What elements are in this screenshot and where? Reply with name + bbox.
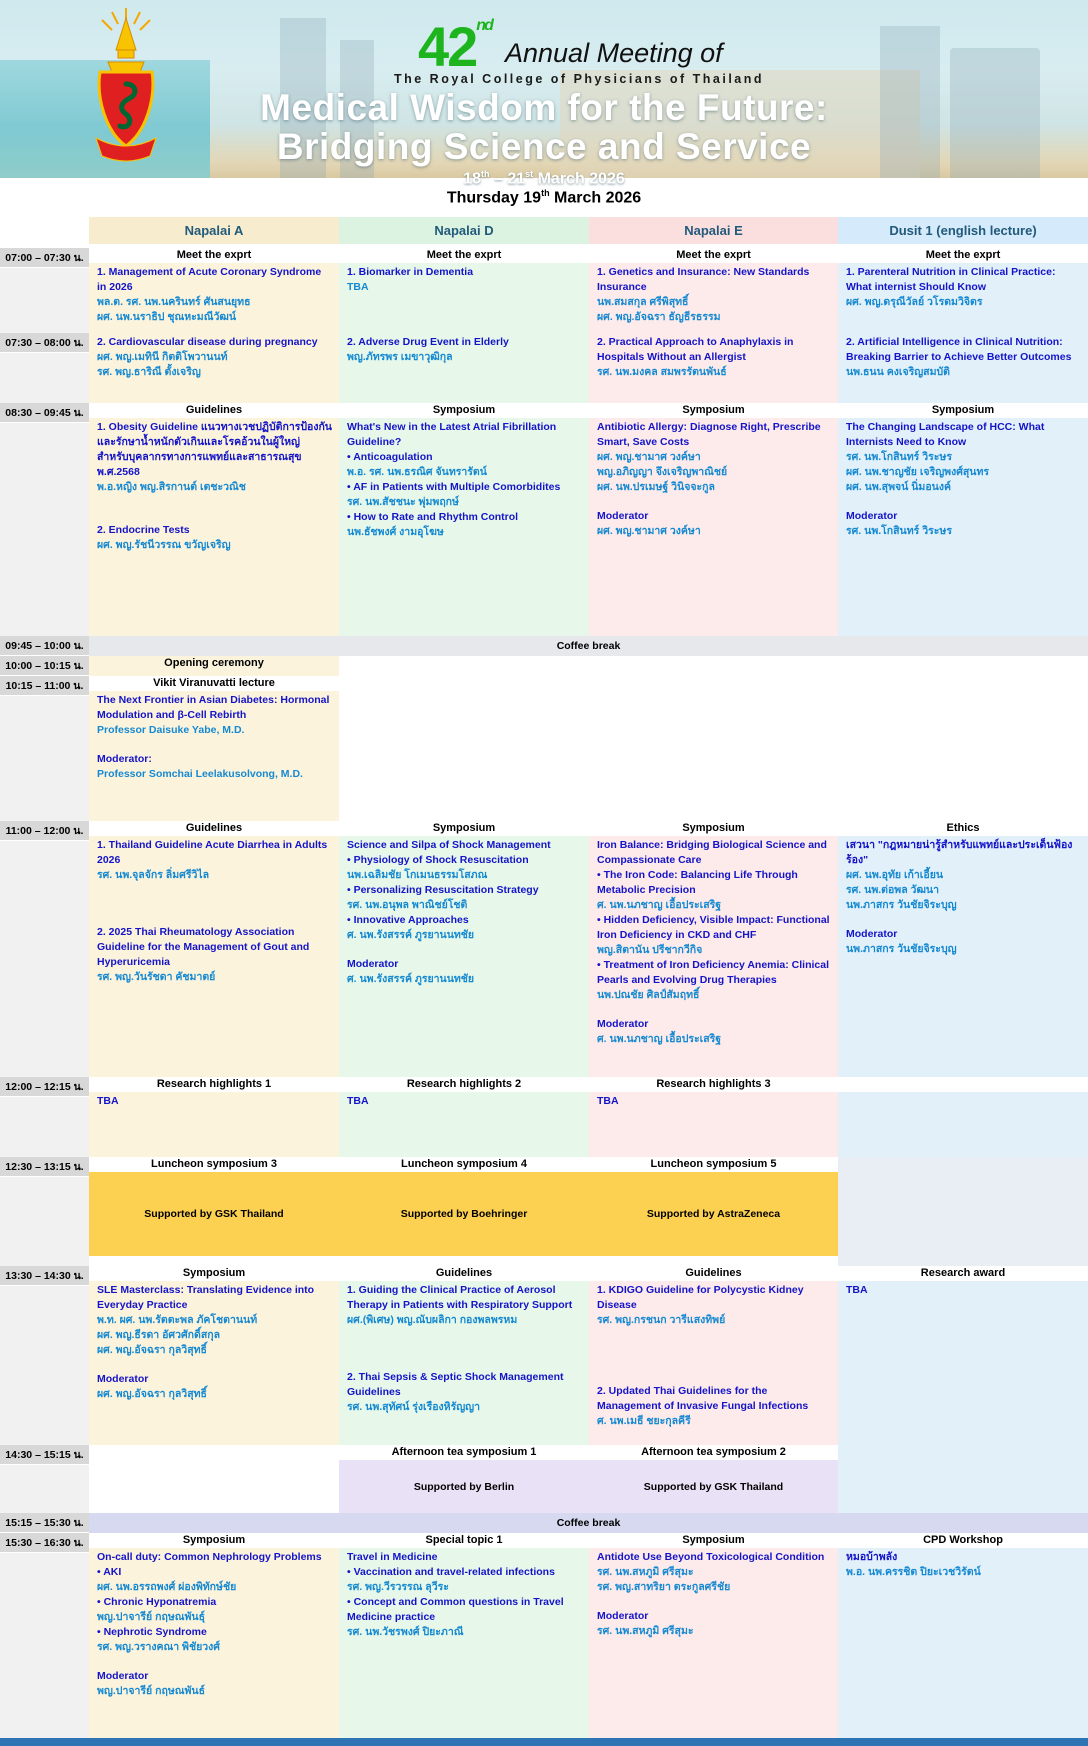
session-cell <box>89 1077 339 1157</box>
session-cell <box>89 248 339 333</box>
session-cell <box>89 1445 339 1513</box>
session-lines <box>89 1281 339 1404</box>
session-title: หมอบ้าพลัง <box>846 1551 898 1564</box>
session-lines <box>589 418 838 541</box>
speaker-name: ผศ. พญ.ชามาศ วงค์ษา <box>597 525 701 538</box>
session-cell <box>838 676 1088 821</box>
speaker-name: นพ.ภาสกร วันชัยจิระบุญ <box>846 899 957 912</box>
session-cell <box>339 1157 589 1266</box>
session-title: TBA <box>597 1095 619 1108</box>
room-header-napalai-a: Napalai A <box>89 217 339 244</box>
session-type-header: CPD Workshop <box>838 1533 1088 1548</box>
sponsor-block: Supported by GSK Thailand <box>589 1460 838 1513</box>
break-band: Coffee break <box>89 1513 1088 1533</box>
session-type-header: Guidelines <box>89 403 339 418</box>
speaker-name: นพ.ภาสกร วันชัยจิระบุญ <box>846 943 957 956</box>
session-type-header: Symposium <box>89 1533 339 1548</box>
session-lines <box>89 333 339 382</box>
speaker-name: นพ.ธนน คงเจริญสมบัติ <box>846 366 950 379</box>
time-column-spacer <box>0 217 89 244</box>
footer-bar <box>0 1738 1088 1746</box>
speaker-name: ศ. นพ.นภชาญ เอื้อประเสริฐ <box>597 1033 722 1046</box>
time-cell <box>0 821 89 1077</box>
speaker-name: ศ. นพ.เมธี ชยะกุลคีรี <box>597 1415 691 1428</box>
session-cell <box>89 821 339 1077</box>
session-type-header: Guidelines <box>89 821 339 836</box>
session-cell <box>339 248 589 333</box>
session-lines <box>589 1548 838 1641</box>
moderator-label: Moderator <box>597 1610 649 1623</box>
session-cell <box>589 1077 838 1157</box>
session-cell <box>589 248 838 333</box>
speaker-name: พญ.อภิญญา จึงเจริญพาณิชย์ <box>597 466 728 479</box>
time-cell <box>0 1266 89 1445</box>
speaker-name: Professor Daisuke Yabe, M.D. <box>97 724 245 737</box>
session-lines <box>89 1548 339 1701</box>
session-title: SLE Masterclass: Translating Evidence into Everyday Practice <box>97 1284 315 1312</box>
time-label: 08:30 – 09:45 น. <box>0 403 89 423</box>
session-title: 1. KDIGO Guideline for Polycystic Kidney Disease <box>597 1284 804 1312</box>
sponsor-block: Supported by Berlin <box>339 1460 589 1513</box>
speaker-name: ศ. นพ.นภชาญ เอื้อประเสริฐ <box>597 899 722 912</box>
session-lines <box>89 263 339 327</box>
speaker-name: พญ.ภัทรพร เมขาวุฒิกุล <box>347 351 453 364</box>
session-lines <box>838 836 1088 959</box>
moderator-label: Moderator: <box>97 753 152 766</box>
session-cell <box>838 821 1088 1077</box>
time-cell <box>0 1513 89 1533</box>
session-title: 2. Endocrine Tests <box>97 524 190 537</box>
session-cell <box>838 248 1088 333</box>
session-cell <box>339 821 589 1077</box>
spacer <box>597 1342 831 1356</box>
session-title: 1. Parenteral Nutrition in Clinical Practice: What internist Should Know <box>846 266 1056 294</box>
time-cell <box>0 1445 89 1513</box>
session-cell <box>838 333 1088 403</box>
moderator-label: Moderator <box>846 510 898 523</box>
session-lines <box>339 1281 589 1417</box>
schedule-body <box>0 248 1088 1738</box>
session-cell <box>838 1445 1088 1513</box>
session-type-header: Luncheon symposium 3 <box>89 1157 339 1172</box>
meeting-number: 42nd <box>418 15 492 78</box>
session-cell <box>339 1533 589 1738</box>
speaker-name: รศ. นพ.โกสินทร์ วิระษร <box>846 451 952 464</box>
time-label: 07:00 – 07:30 น. <box>0 248 89 268</box>
session-lines <box>838 418 1088 541</box>
session-type-header: Symposium <box>589 1533 838 1548</box>
schedule-row <box>0 656 1088 676</box>
session-title: 2. Adverse Drug Event in Elderly <box>347 336 509 349</box>
speaker-name: พญ.ปาจารีย์ กฤษณพันธ์ <box>97 1685 205 1698</box>
session-type-header: Meet the exprt <box>589 248 838 263</box>
session-title: 1. Genetics and Insurance: New Standards Insurance <box>597 266 810 294</box>
speaker-name: ผศ. นพ.อรรถพงศ์ ผ่องพิทักษ์ชัย <box>97 1581 237 1594</box>
moderator-label: Moderator <box>597 510 649 523</box>
moderator-label: Moderator <box>97 1373 149 1386</box>
session-cell <box>589 821 838 1077</box>
time-cell <box>0 656 89 676</box>
session-topic: • Hidden Deficiency, Visible Impact: Functional Iron Deficiency in CKD and CHF <box>597 914 830 942</box>
speaker-name: พ.อ. นพ.ครรชิต ปิยะเวชวิรัตน์ <box>846 1566 981 1579</box>
session-cell <box>838 1077 1088 1157</box>
session-title: 1. Thailand Guideline Acute Diarrhea in Adults 2026 <box>97 839 328 867</box>
spacer <box>597 495 831 509</box>
spacer <box>347 1356 582 1370</box>
schedule-row <box>0 1266 1088 1445</box>
time-cell <box>0 248 89 333</box>
session-topic: • AF in Patients with Multiple Comorbidites <box>347 481 561 494</box>
speaker-name: ผศ. นพ.นราธิป ชุณหะมณีวัฒน์ <box>97 311 237 324</box>
session-lines <box>339 1092 589 1111</box>
spacer <box>97 883 332 897</box>
time-label: 14:30 – 15:15 น. <box>0 1445 89 1465</box>
spacer <box>97 1358 332 1372</box>
session-type-header: Research highlights 1 <box>89 1077 339 1092</box>
session-topic: • The Iron Code: Balancing Life Through Metabolic Precision <box>597 869 798 897</box>
schedule-row <box>0 333 1088 403</box>
banner-line2: The Royal College of Physicians of Thailand <box>393 72 765 86</box>
session-center-label: Opening ceremony <box>164 657 264 670</box>
time-cell <box>0 676 89 821</box>
session-title: What's New in the Latest Atrial Fibrillation Guideline? <box>347 421 557 449</box>
session-cell <box>339 1077 589 1157</box>
session-topic: • Personalizing Resuscitation Strategy <box>347 884 539 897</box>
spacer <box>97 1655 332 1669</box>
spacer <box>597 1595 831 1609</box>
speaker-name: ผศ. พญ.ธีรดา อัศวศักดิ์สกุล <box>97 1329 221 1342</box>
session-title: 2. Thai Sepsis & Septic Shock Management Guidelines <box>347 1371 564 1399</box>
speaker-name: ผศ. พญ.อัจฉรา กุลวิสุทธิ์ <box>97 1344 207 1357</box>
session-title: TBA <box>347 1095 369 1108</box>
session-cell <box>589 1445 838 1513</box>
session-lines <box>838 263 1088 312</box>
session-cell <box>589 1533 838 1738</box>
room-header-napalai-e: Napalai E <box>589 217 838 244</box>
spacer <box>97 509 332 523</box>
session-title: TBA <box>97 1095 119 1108</box>
speaker-name: รศ. นพ.โกสินทร์ วิระษร <box>846 525 952 538</box>
session-cell <box>838 1533 1088 1738</box>
speaker-name: พล.ต. รศ. นพ.นครินทร์ ศันสนยุทธ <box>97 296 251 309</box>
speaker-name: ผศ. นพ.อุทัย เก้าเอี้ยน <box>846 869 944 882</box>
session-cell <box>339 656 589 676</box>
session-lines <box>838 333 1088 382</box>
session-cell <box>838 403 1088 636</box>
session-lines <box>339 418 589 542</box>
session-type-header: Vikit Viranuvatti lecture <box>89 676 339 691</box>
meeting-dates: 18th – 21st March 2026 <box>463 169 625 188</box>
session-lines <box>838 1548 1088 1582</box>
speaker-name: ผศ. นพ.ปรเมษฐ์ วินิจจะกูล <box>597 481 715 494</box>
time-cell <box>0 1157 89 1266</box>
session-title: Antibiotic Allergy: Diagnose Right, Prescribe Smart, Save Costs <box>597 421 821 449</box>
time-label: 13:30 – 14:30 น. <box>0 1266 89 1286</box>
session-cell <box>589 676 838 821</box>
schedule-row <box>0 1513 1088 1533</box>
session-cell <box>339 1266 589 1445</box>
session-cell <box>838 1266 1088 1445</box>
speaker-name: นพ.ปณชัย ศิลป์สัมฤทธิ์ <box>597 989 700 1002</box>
session-title: 1. Biomarker in Dementia <box>347 266 474 279</box>
session-title: On-call duty: Common Nephrology Problems <box>97 1551 322 1564</box>
session-cell <box>89 333 339 403</box>
session-cell <box>89 1157 339 1266</box>
session-type-header <box>838 1077 1088 1092</box>
speaker-name: รศ. นพ.สหภูมิ ศรีสุมะ <box>597 1625 694 1638</box>
banner-line1: Annual Meeting of <box>505 38 723 68</box>
speaker-name: รศ. พญ.วีรวรรณ ลุวีระ <box>347 1581 449 1594</box>
session-title: 1. Guiding the Clinical Practice of Aerosol Therapy in Patients with Respiratory Support <box>347 1284 573 1312</box>
spacer <box>846 495 1081 509</box>
session-lines <box>339 836 589 989</box>
speaker-name: พญ.สิตานัน ปรีชากวีกิจ <box>597 944 703 957</box>
session-lines <box>589 333 838 382</box>
spacer <box>597 1356 831 1370</box>
time-label: 15:15 – 15:30 น. <box>0 1513 89 1533</box>
time-cell <box>0 1533 89 1738</box>
session-cell <box>838 1157 1088 1266</box>
speaker-name: ผศ. พญ.เมทินี กิตติโพวานนท์ <box>97 351 228 364</box>
spacer <box>97 738 332 752</box>
session-title: 2. Cardiovascular disease during pregnancy <box>97 336 318 349</box>
session-title: Science and Silpa of Shock Management <box>347 839 551 852</box>
session-type-header: Symposium <box>339 403 589 418</box>
schedule-row <box>0 821 1088 1077</box>
session-type-header: Symposium <box>589 403 838 418</box>
speaker-name: ผศ. นพ.สุพจน์ นิ่มอนงค์ <box>846 481 951 494</box>
session-cell <box>89 656 339 676</box>
speaker-name: รศ. นพ.สุทัศน์ รุ่งเรืองหิรัญญา <box>347 1401 481 1414</box>
speaker-name: นพ.ธัชพงศ์ งามอุโฆษ <box>347 526 444 539</box>
session-lines <box>89 691 339 784</box>
spacer <box>97 911 332 925</box>
spacer <box>597 1328 831 1342</box>
moderator-label: Moderator <box>597 1018 649 1031</box>
session-cell <box>339 1445 589 1513</box>
break-band: Coffee break <box>89 636 1088 656</box>
session-cell <box>339 333 589 403</box>
session-type-header: Symposium <box>838 403 1088 418</box>
time-label: 10:15 – 11:00 น. <box>0 676 89 696</box>
session-topic: • Chronic Hyponatremia <box>97 1596 217 1609</box>
spacer <box>347 1328 582 1342</box>
session-lines <box>838 1281 1088 1300</box>
session-title: 2. Practical Approach to Anaphylaxis in Hospitals Without an Allergist <box>597 336 794 364</box>
session-title: Iron Balance: Bridging Biological Science and Compassionate Care <box>597 839 827 867</box>
session-type-header: Luncheon symposium 4 <box>339 1157 589 1172</box>
speaker-name: ผศ. พญ.อัจฉรา ธัญธีรธรรม <box>597 311 721 324</box>
session-cell <box>589 333 838 403</box>
session-cell <box>339 403 589 636</box>
time-label: 12:00 – 12:15 น. <box>0 1077 89 1097</box>
moderator-label: Moderator <box>347 958 399 971</box>
session-topic: • Concept and Common questions in Travel Medicine practice <box>347 1596 564 1624</box>
session-type-header: Symposium <box>589 821 838 836</box>
banner-text <box>0 0 1088 188</box>
session-type-header: Meet the exprt <box>838 248 1088 263</box>
session-type-header: Special topic 1 <box>339 1533 589 1548</box>
meeting-title: Medical Wisdom for the Future: Bridging Science and Service <box>260 87 828 167</box>
session-type-header: Research highlights 3 <box>589 1077 838 1092</box>
session-cell <box>589 656 838 676</box>
schedule-row <box>0 1157 1088 1266</box>
session-type-header: Symposium <box>339 821 589 836</box>
speaker-name: รศ. พญ.สาทริยา ตระกูลศรีชัย <box>597 1581 731 1594</box>
speaker-name: นพ.เฉลิมชัย โกเมนธรรมโสภณ <box>347 869 488 882</box>
time-label: 09:45 – 10:00 น. <box>0 636 89 656</box>
session-topic: • Nephrotic Syndrome <box>97 1626 207 1639</box>
spacer <box>347 1342 582 1356</box>
session-type-header: Ethics <box>838 821 1088 836</box>
spacer <box>597 1003 831 1017</box>
session-title: 1. Management of Acute Coronary Syndrome in 2026 <box>97 266 322 294</box>
schedule-row <box>0 676 1088 821</box>
session-title: The Next Frontier in Asian Diabetes: Hormonal Modulation and β-Cell Rebirth <box>97 694 330 722</box>
speaker-name: รศ. นพ.มงคล สมพรรัตนพันธ์ <box>597 366 727 379</box>
room-header-dusit-1: Dusit 1 (english lecture) <box>838 217 1088 244</box>
session-type-header: Meet the exprt <box>339 248 589 263</box>
time-label: 07:30 – 08:00 น. <box>0 333 89 353</box>
session-lines <box>339 333 589 367</box>
session-title: 2. Updated Thai Guidelines for the Management of Invasive Fungal Infections <box>597 1385 809 1413</box>
speaker-name: รศ. นพ.จุลจักร ลิ่มศรีวิไล <box>97 869 210 882</box>
session-topic: • How to Rate and Rhythm Control <box>347 511 519 524</box>
schedule-row <box>0 1533 1088 1738</box>
speaker-name: TBA <box>347 281 369 294</box>
schedule-row <box>0 403 1088 636</box>
schedule-row <box>0 248 1088 333</box>
session-title: 1. Obesity Guideline แนวทางเวชปฏิบัติการป้องกันและรักษาน้ำหนักตัวเกินและโรคอ้วนในผู้ใหญ่ สำหรับบุคลากรทางการแพทย์และสาธารณสุข พ.ศ.2568 <box>97 421 332 479</box>
session-topic: • Physiology of Shock Resuscitation <box>347 854 529 867</box>
spacer <box>347 943 582 957</box>
speaker-name: ผศ. นพ.ชาญชัย เจริญพงศ์สุนทร <box>846 466 990 479</box>
speaker-name: ศ. นพ.รังสรรค์ ภูรยานนทชัย <box>347 929 475 942</box>
sponsor-block: Supported by AstraZeneca <box>589 1172 838 1256</box>
session-cell <box>589 403 838 636</box>
session-topic: • Anticoagulation <box>347 451 433 464</box>
schedule-row <box>0 1077 1088 1157</box>
session-lines <box>89 1092 339 1111</box>
time-cell <box>0 333 89 403</box>
session-lines <box>589 836 838 1049</box>
speaker-name: นพ.สมสกุล ศรีพิสุทธิ์ <box>597 296 689 309</box>
session-topic: • Vaccination and travel-related infections <box>347 1566 555 1579</box>
session-lines <box>339 263 589 297</box>
session-cell <box>838 656 1088 676</box>
speaker-name: ผศ. พญ.อัจฉรา กุลวิสุทธิ์ <box>97 1388 207 1401</box>
speaker-name: ผศ. พญ.รัชนีวรรณ ขวัญเจริญ <box>97 539 231 552</box>
session-lines <box>589 263 838 327</box>
session-lines <box>89 418 339 555</box>
speaker-name: พ.อ.หญิง พญ.สิรกานต์ เตชะวณิช <box>97 481 246 494</box>
session-type-header: Afternoon tea symposium 1 <box>339 1445 589 1460</box>
session-type-header: Luncheon symposium 5 <box>589 1157 838 1172</box>
speaker-name: รศ. พญ.วรางคณา พิชัยวงศ์ <box>97 1641 220 1654</box>
session-type-header: Guidelines <box>339 1266 589 1281</box>
speaker-name: ผศ. พญ.ดรุณีวัลย์ วโรดมวิจิตร <box>846 296 983 309</box>
session-cell <box>89 1533 339 1738</box>
schedule-row <box>0 1445 1088 1513</box>
banner <box>0 0 1088 188</box>
speaker-name: รศ. พญ.ธาริณี ตั้งเจริญ <box>97 366 201 379</box>
speaker-name: รศ. นพ.อนุพล พาณิชย์โชติ <box>347 899 468 912</box>
spacer <box>597 1370 831 1384</box>
session-title: The Changing Landscape of HCC: What Internists Need to Know <box>846 421 1045 449</box>
session-lines <box>589 1092 838 1111</box>
session-title: Travel in Medicine <box>347 1551 438 1564</box>
session-type-header: Afternoon tea symposium 2 <box>589 1445 838 1460</box>
session-title: 2. Artificial Intelligence in Clinical Nutrition: Breaking Barrier to Achieve Better Outcomes <box>846 336 1072 364</box>
time-cell <box>0 403 89 636</box>
speaker-name: รศ. นพ.ต่อพล วัฒนา <box>846 884 940 897</box>
session-topic: • Treatment of Iron Deficiency Anemia: Clinical Pearls and Evolving Drug Therapies <box>597 959 830 987</box>
session-cell <box>589 1266 838 1445</box>
session-lines <box>339 1548 589 1642</box>
speaker-name: ผศ. พญ.ชามาศ วงค์ษา <box>597 451 701 464</box>
time-cell <box>0 636 89 656</box>
session-title: เสวนา "กฎหมายน่ารู้สำหรับแพทย์และประเด็นฟ้องร้อง" <box>846 839 1073 867</box>
speaker-name: ศ. นพ.รังสรรค์ ภูรยานนทชัย <box>347 973 475 986</box>
sponsor-block: Supported by Boehringer <box>339 1172 589 1256</box>
session-cell <box>589 1157 838 1266</box>
session-cell <box>89 676 339 821</box>
speaker-name: รศ. นพ.สหภูมิ ศรีสุมะ <box>597 1566 694 1579</box>
speaker-name: พ.อ. รศ. นพ.ธรณิศ จันทรารัตน์ <box>347 466 487 479</box>
session-lines <box>589 1281 838 1431</box>
session-type-header: Guidelines <box>589 1266 838 1281</box>
session-type-header: Research highlights 2 <box>339 1077 589 1092</box>
session-type-header: Symposium <box>89 1266 339 1281</box>
speaker-name: รศ. นพ.วัชรพงศ์ ปิยะภาณี <box>347 1626 464 1639</box>
session-cell <box>89 1266 339 1445</box>
session-type-header: Meet the exprt <box>89 248 339 263</box>
moderator-label: Moderator <box>846 928 898 941</box>
room-header-row <box>0 217 1088 244</box>
time-label: 12:30 – 13:15 น. <box>0 1157 89 1177</box>
session-topic: • AKI <box>97 1566 122 1579</box>
room-header-napalai-d: Napalai D <box>339 217 589 244</box>
speaker-name: พ.ท. ผศ. นพ.รัตตะพล ภัคโชตานนท์ <box>97 1314 258 1327</box>
session-title: Antidote Use Beyond Toxicological Condition <box>597 1551 825 1564</box>
moderator-label: Moderator <box>97 1670 149 1683</box>
schedule-row <box>0 636 1088 656</box>
session-type-header: Research award <box>838 1266 1088 1281</box>
session-title: TBA <box>846 1284 868 1297</box>
speaker-name: รศ. นพ.สัชชนะ พุ่มพฤกษ์ <box>347 496 459 509</box>
session-title: 2. 2025 Thai Rheumatology Association Guideline for the Management of Gout and Hyperuricemia <box>97 926 310 969</box>
spacer <box>846 913 1081 927</box>
spacer <box>97 495 332 509</box>
time-label: 11:00 – 12:00 น. <box>0 821 89 841</box>
speaker-name: รศ. พญ.กรชนก วารีแสงทิพย์ <box>597 1314 726 1327</box>
time-label: 15:30 – 16:30 น. <box>0 1533 89 1553</box>
session-cell <box>89 403 339 636</box>
speaker-name: ผศ.(พิเศษ) พญ.ณับผลิกา กองพลพรหม <box>347 1314 518 1327</box>
session-topic: • Innovative Approaches <box>347 914 469 927</box>
time-label: 10:00 – 10:15 น. <box>0 656 89 676</box>
speaker-name: พญ.ปาจารีย์ กฤษณพันธุ์ <box>97 1611 205 1624</box>
page-title: Thursday 19th March 2026 <box>446 188 642 207</box>
speaker-name: Professor Somchai Leelakusolvong, M.D. <box>97 768 303 781</box>
time-cell <box>0 1077 89 1157</box>
spacer <box>97 897 332 911</box>
sponsor-block: Supported by GSK Thailand <box>89 1172 339 1256</box>
speaker-name: รศ. พญ.วันรัชดา คัชมาตย์ <box>97 971 216 984</box>
session-lines <box>89 836 339 987</box>
session-cell <box>339 676 589 821</box>
